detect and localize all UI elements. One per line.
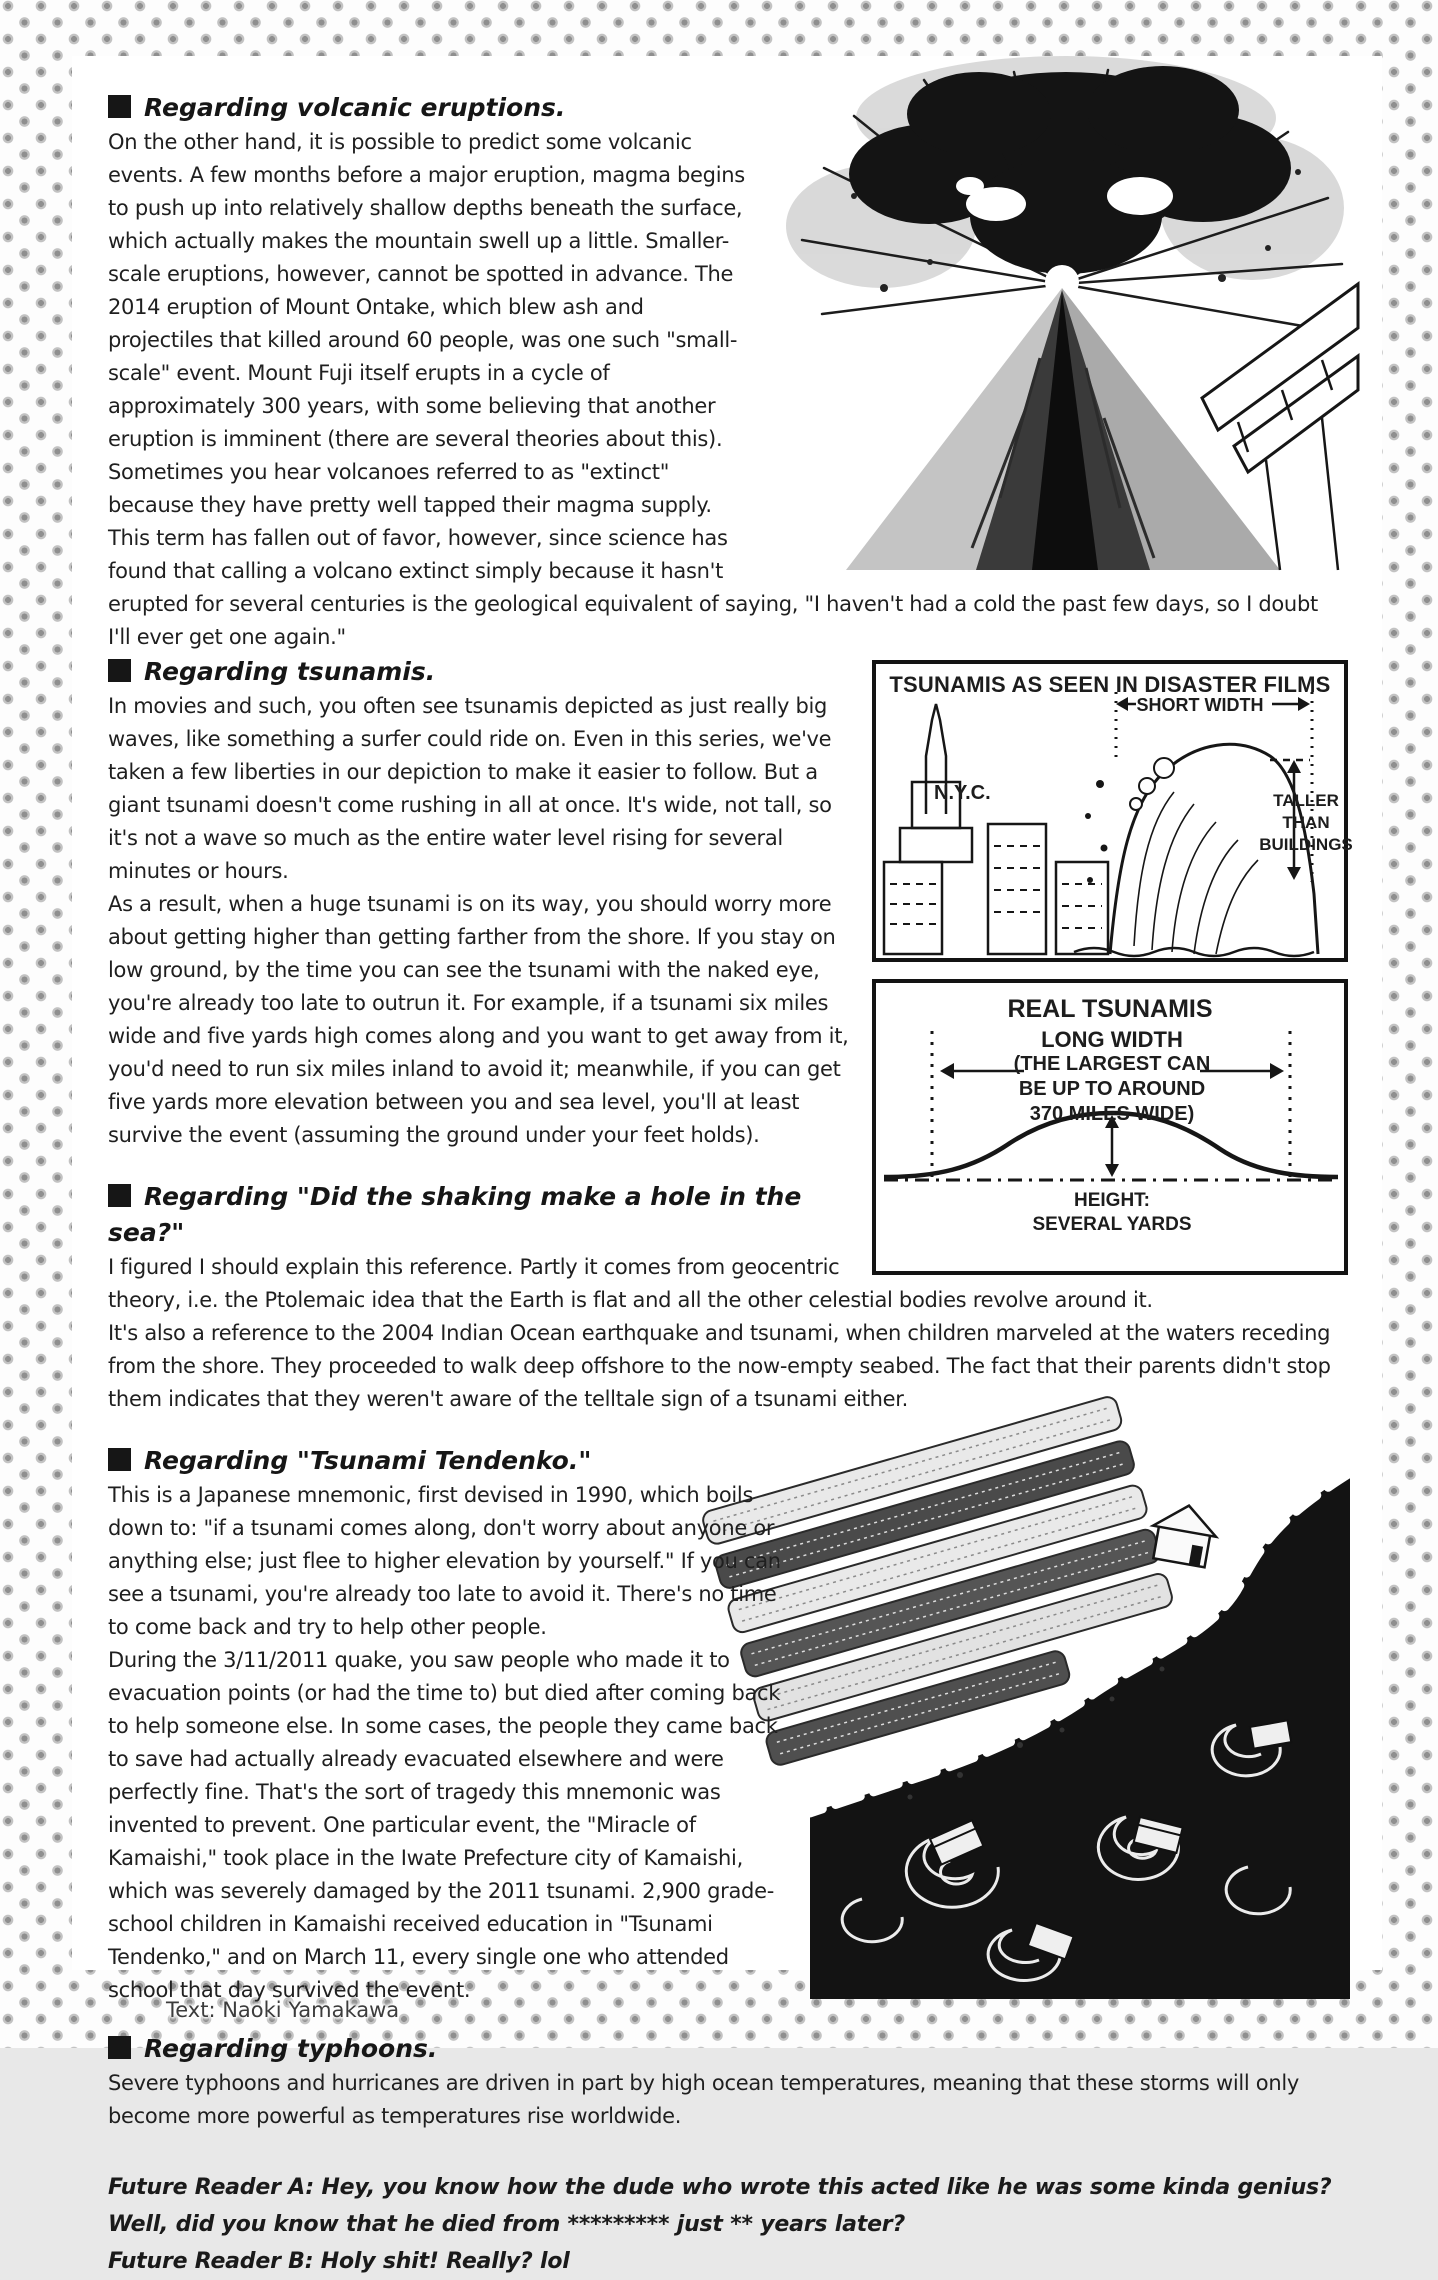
diagram-disaster-films bbox=[872, 660, 1353, 962]
section-paragraph: On the other hand, it is possible to predict some volcanic events. A few months before a major eruption, magma begins to push up into relatively shallow depths beneath the surface, which actually makes the mountain swell up a little. Smaller-scale eruptions, however, cannot be spotted in advance. The 2014 eruption of Mount Ontake, which blew ash and projectiles that killed around 60 people, was one such "small-scale" event. Mount Fuji itself erupts in a cycle of approximately 300 years, with some believing that another eruption is imminent (there are several theories about this). bbox=[108, 130, 745, 451]
section-paragraph: As a result, when a huge tsunami is on its way, you should worry more about getting higher than getting farther from the shore. If you stay on low ground, by the time you can see the tsunami with the naked eye, you're already too late to outrun it. For example, if a tsunami six miles wide and five yards high comes along and you want to get away from it, you'd need to run six miles inland to avoid it; meanwhile, if you can get five yards more elevation between you and sea level, you'll at least survive the event (assuming the ground under your feet holds). bbox=[108, 892, 849, 1147]
height-label: HEIGHT: SEVERAL YARDS bbox=[1032, 1190, 1192, 1235]
volcano-eruption-illustration bbox=[766, 76, 1358, 570]
section-paragraph: In movies and such, you often see tsunamis depicted as just really big waves, like something a surfer could ride on. Even in this series, we've taken a few liberties in our depiction to make it easier to follow. But a giant tsunami doesn't come rushing in all at once. It's wide, not tall, so it's not a wave so much as the entire water level rising for several minutes or hours. bbox=[108, 694, 832, 883]
section-bullet-icon bbox=[108, 1184, 131, 1207]
section-header-label: Regarding "Did the shaking make a hole in the sea?" bbox=[108, 1182, 802, 1247]
nyc-label: N.Y.C. bbox=[934, 782, 991, 804]
section-paragraph: This is a Japanese mnemonic, first devised in 1990, which boils down to: "if a tsunami comes along, don't worry about anyone or anything else; just flee to higher elevation by yourself." If you can see a tsunami, you're already too late to avoid it. There's no time to come back and try to help other people. bbox=[108, 1483, 781, 1639]
section-header bbox=[108, 2031, 1344, 2067]
section-header-label: Regarding volcanic eruptions. bbox=[144, 93, 566, 122]
section-header-label: Regarding tsunamis. bbox=[144, 657, 436, 686]
diagram-title: TSUNAMIS AS SEEN IN DISASTER FILMS bbox=[889, 672, 1331, 697]
future-reader-a-line: Future Reader A: Hey, you know how the dude who wrote this acted like he was some kinda genius? Well, did you know that he died from ********* just ** years later? bbox=[108, 2175, 1332, 2237]
section-volcanic bbox=[108, 90, 1344, 654]
taller-than-buildings-label: TALLER THAN BUILDINGS bbox=[1259, 791, 1353, 854]
future-reader-dialogue bbox=[108, 2169, 1344, 2280]
section-bullet-icon bbox=[108, 95, 131, 118]
section-tendenko bbox=[108, 1416, 1344, 2007]
tsunami-aerial-illustration bbox=[810, 1447, 1350, 1999]
section-paragraph: During the 3/11/2011 quake, you saw people who made it to evacuation points (or had the time to) but died after coming back to help someone else. In some cases, the people they came back to save had actually already evacuated elsewhere and were perfectly fine. That's the sort of tragedy this mnemonic was invented to prevent. One particular event, the "Miracle of Kamaishi," took place in the Iwate Prefecture city of Kamaishi, which was severely damaged by the 2011 tsunami. 2,900 grade-school children in Kamaishi received education in "Tsunami Tendenko," and on March 11, every single one who attended school that day survived the event. bbox=[108, 1648, 781, 2002]
section-paragraph: Sometimes you hear volcanoes referred to as "extinct" because they have pretty well tapped their magma supply. This term has fallen out of favor, however, since science has found that calling a volcano extinct simply because it hasn't erupted for several centuries is the geological equivalent of saying, "I haven't had a cold the past few days, so I doubt I'll ever get one again." bbox=[108, 460, 1318, 649]
section-tsunamis bbox=[108, 654, 1353, 1416]
future-reader-b-line: Future Reader B: Holy shit! Really? lol bbox=[108, 2249, 570, 2274]
long-width-label: LONG WIDTH (THE LARGEST CAN BE UP TO AROUND 370 MILES WIDE) bbox=[1013, 1027, 1211, 1125]
diagram-real-tsunamis bbox=[872, 979, 1348, 1275]
section-bullet-icon bbox=[108, 1448, 131, 1471]
section-paragraph: I figured I should explain this reference. Partly it comes from geocentric theory, i.e. the Ptolemaic idea that the Earth is flat and all the other celestial bodies revolve around it. bbox=[108, 1255, 1153, 1312]
section-header-label: Regarding "Tsunami Tendenko." bbox=[144, 1446, 592, 1475]
tsunami-diagram-stack bbox=[872, 660, 1353, 1275]
diagram-title: REAL TSUNAMIS bbox=[1007, 995, 1213, 1023]
section-paragraph: It's also a reference to the 2004 Indian Ocean earthquake and tsunami, when children marveled at the waters receding from the shore. They proceeded to walk deep offshore to the now-empty seabed. The fact that their parents didn't stop them indicates that they weren't aware of the telltale sign of a tsunami either. bbox=[108, 1321, 1331, 1411]
short-width-label: SHORT WIDTH bbox=[1136, 695, 1264, 715]
section-paragraph: Severe typhoons and hurricanes are driven in part by high ocean temperatures, meaning that these storms will only become more powerful as temperatures rise worldwide. bbox=[108, 2071, 1300, 2128]
author-credit: Text: Naoki Yamakawa bbox=[166, 1998, 400, 2022]
section-typhoons bbox=[108, 2007, 1344, 2133]
section-header-label: Regarding typhoons. bbox=[144, 2034, 438, 2063]
section-bullet-icon bbox=[108, 2036, 131, 2059]
section-bullet-icon bbox=[108, 659, 131, 682]
